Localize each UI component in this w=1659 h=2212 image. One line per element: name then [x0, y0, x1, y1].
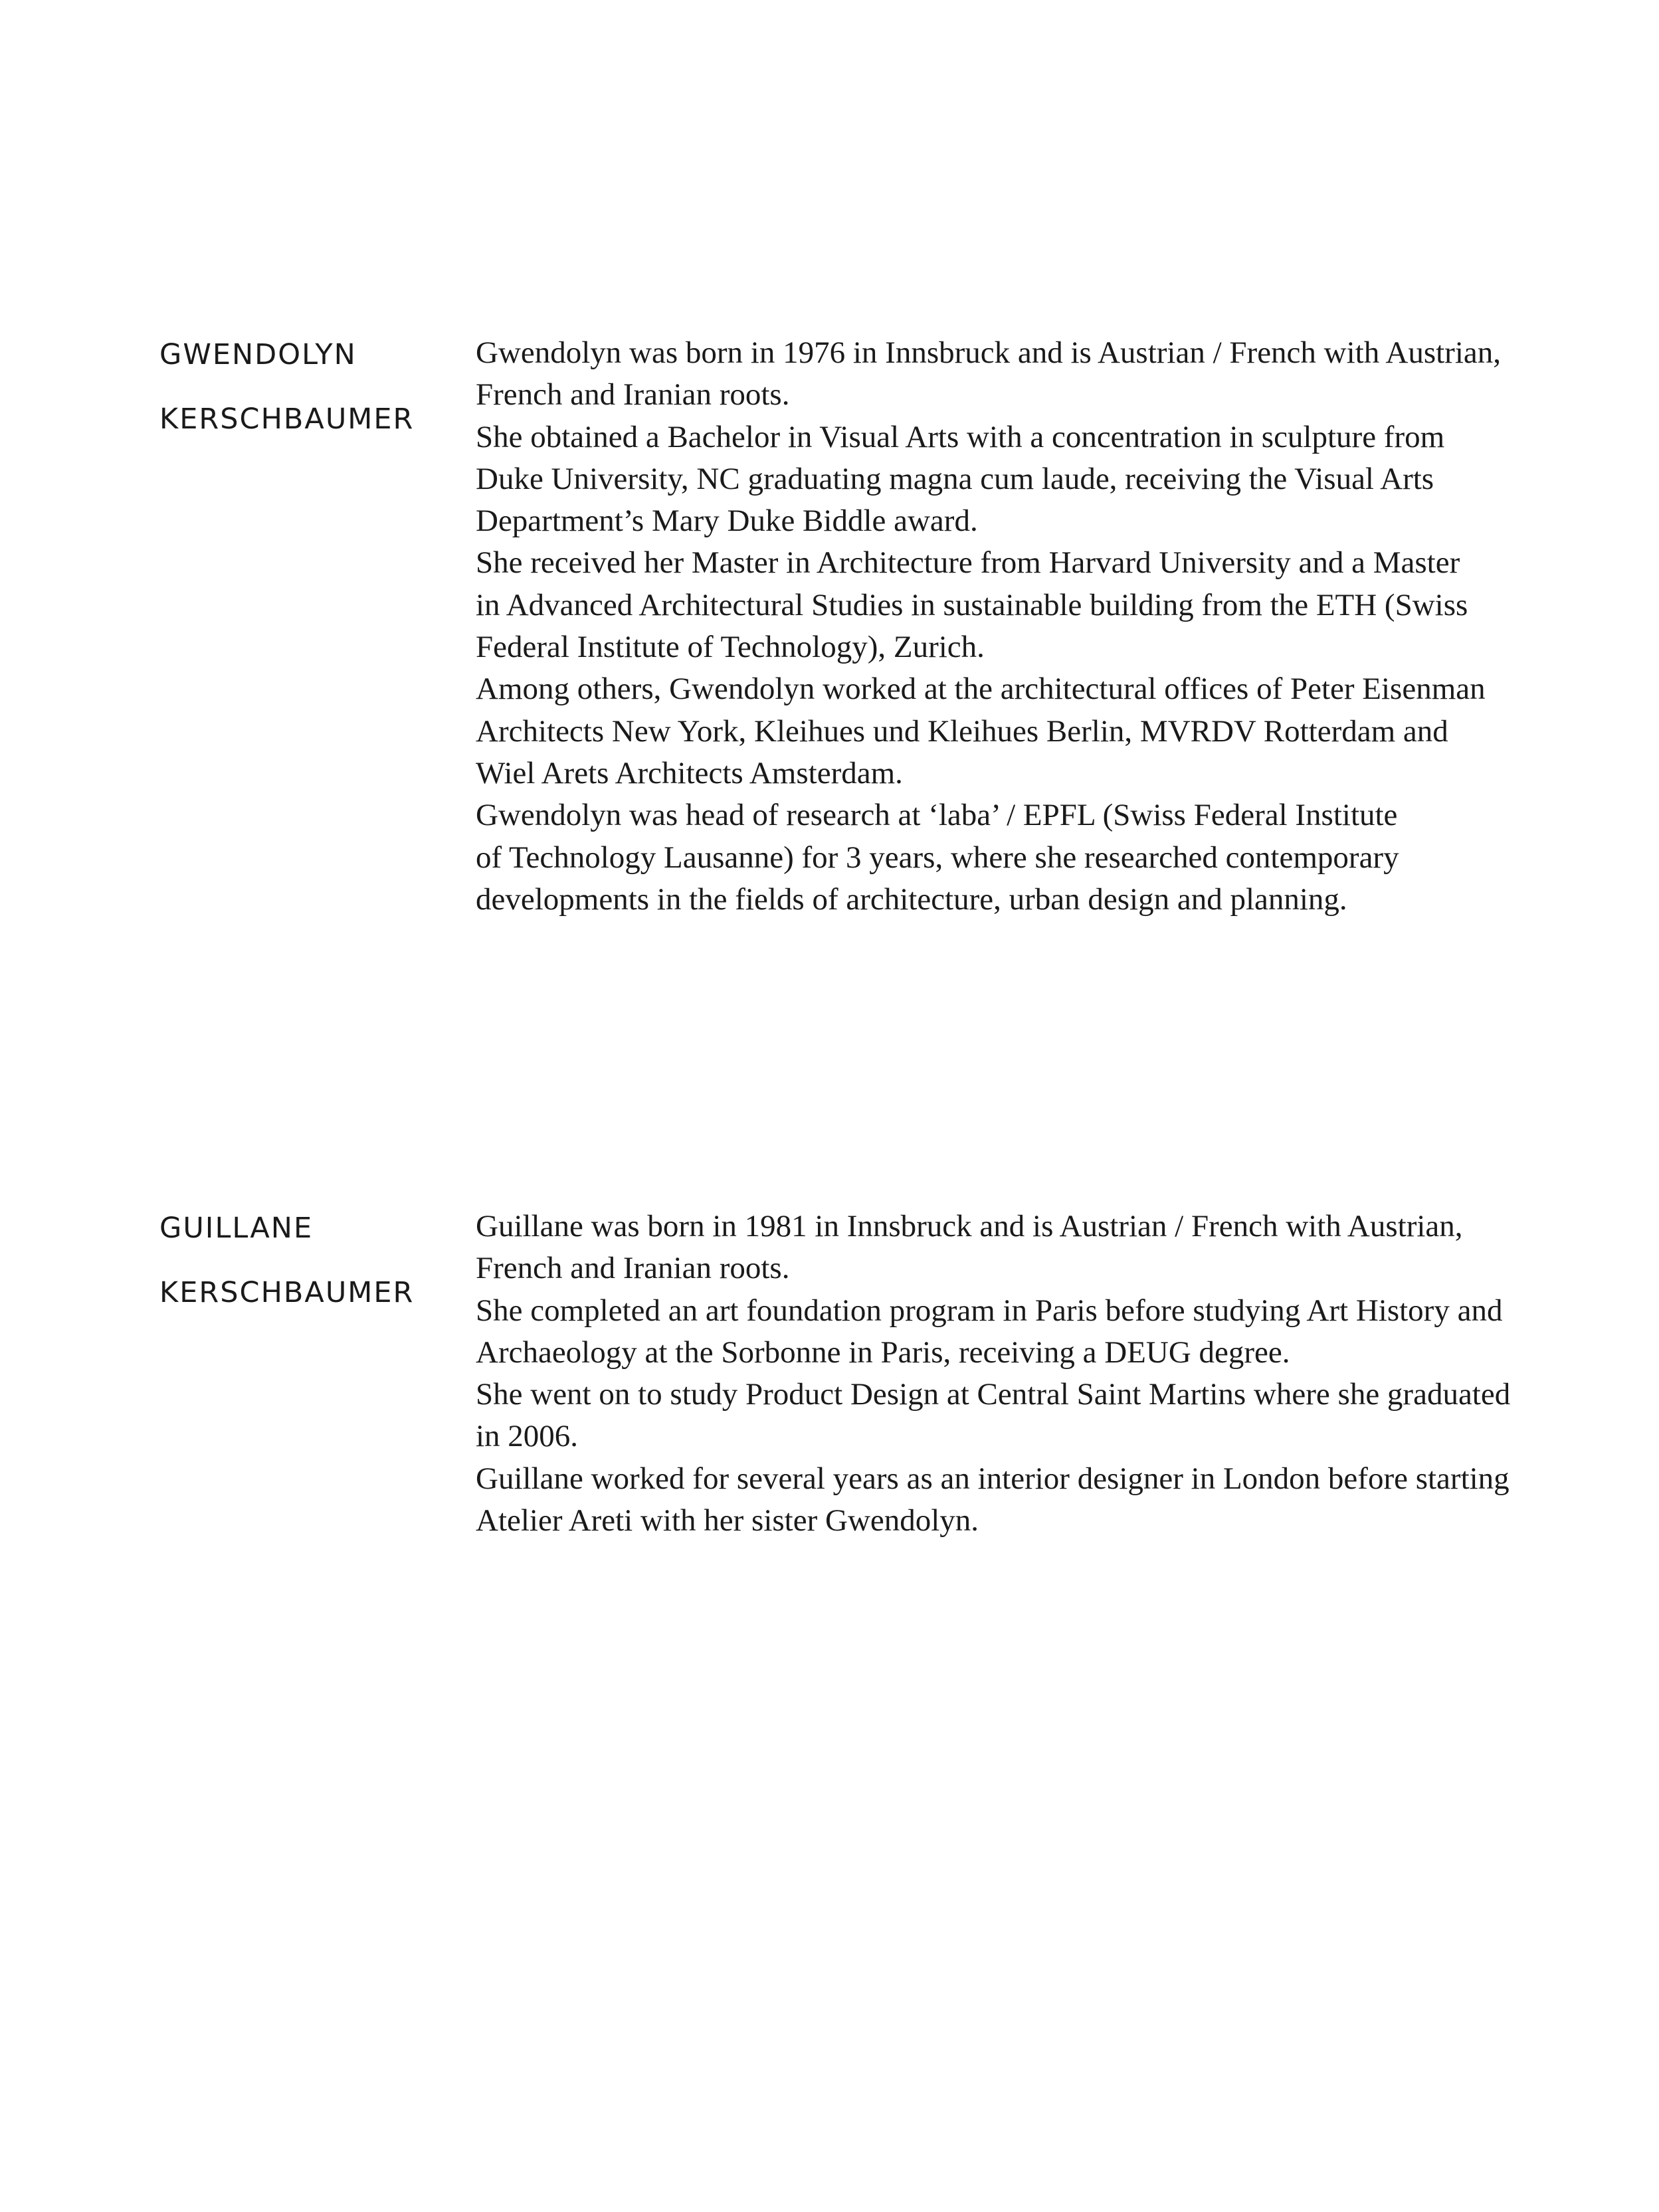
bio-line: of Technology Lausanne) for 3 years, where she researched contemporary: [476, 840, 1399, 875]
bio-line: in 2006.: [476, 1419, 579, 1454]
bio-line: developments in the fields of architecture, urban design and planning.: [476, 881, 1347, 917]
bio-name: [159, 1196, 452, 1325]
bio-line: French and Iranian roots.: [476, 1251, 790, 1286]
bio-line: She obtained a Bachelor in Visual Arts with a concentration in sculpture from: [476, 419, 1445, 454]
bio-line: She completed an art foundation program in Paris before studying Art History and: [476, 1293, 1503, 1328]
last-name: KERSCHBAUMER: [159, 1276, 415, 1309]
bio-line: Architects New York, Kleihues und Kleihues Berlin, MVRDV Rotterdam and: [476, 713, 1448, 749]
bio-line: Duke University, NC graduating magna cum laude, receiving the Visual Arts: [476, 461, 1434, 496]
bio-line: Department’s Mary Duke Biddle award.: [476, 504, 978, 539]
bio-line: Gwendolyn was head of research at ‘laba’ / EPFL (Swiss Federal Institute: [476, 798, 1398, 833]
bio-line: Archaeology at the Sorbonne in Paris, receiving a DEUG degree.: [476, 1335, 1290, 1370]
bio-line: in Advanced Architectural Studies in sustainable building from the ETH (Swiss: [476, 587, 1468, 622]
last-name: KERSCHBAUMER: [159, 403, 415, 436]
first-name: GWENDOLYN: [159, 338, 357, 371]
bio-line: Federal Institute of Technology), Zurich.: [476, 630, 985, 665]
bio-line: Atelier Areti with her sister Gwendolyn.: [476, 1503, 979, 1538]
bio-line: She went on to study Product Design at Central Saint Martins where she graduated: [476, 1377, 1511, 1412]
bio-text: [476, 332, 1512, 921]
bio-line: French and Iranian roots.: [476, 377, 790, 413]
bio-line: Guillane was born in 1981 in Innsbruck and is Austrian / French with Austrian,: [476, 1209, 1463, 1244]
bio-line: Among others, Gwendolyn worked at the architectural offices of Peter Eisenman: [476, 672, 1486, 707]
first-name: GUILLANE: [159, 1212, 314, 1245]
bio-text: [476, 1206, 1512, 1542]
bio-line: Gwendolyn was born in 1976 in Innsbruck and is Austrian / French with Austrian,: [476, 335, 1501, 370]
bio-line: She received her Master in Architecture from Harvard University and a Master: [476, 545, 1460, 581]
bio-name: [159, 323, 452, 452]
bio-line: Wiel Arets Architects Amsterdam.: [476, 755, 903, 790]
bio-line: Guillane worked for several years as an interior designer in London before starting: [476, 1461, 1510, 1496]
